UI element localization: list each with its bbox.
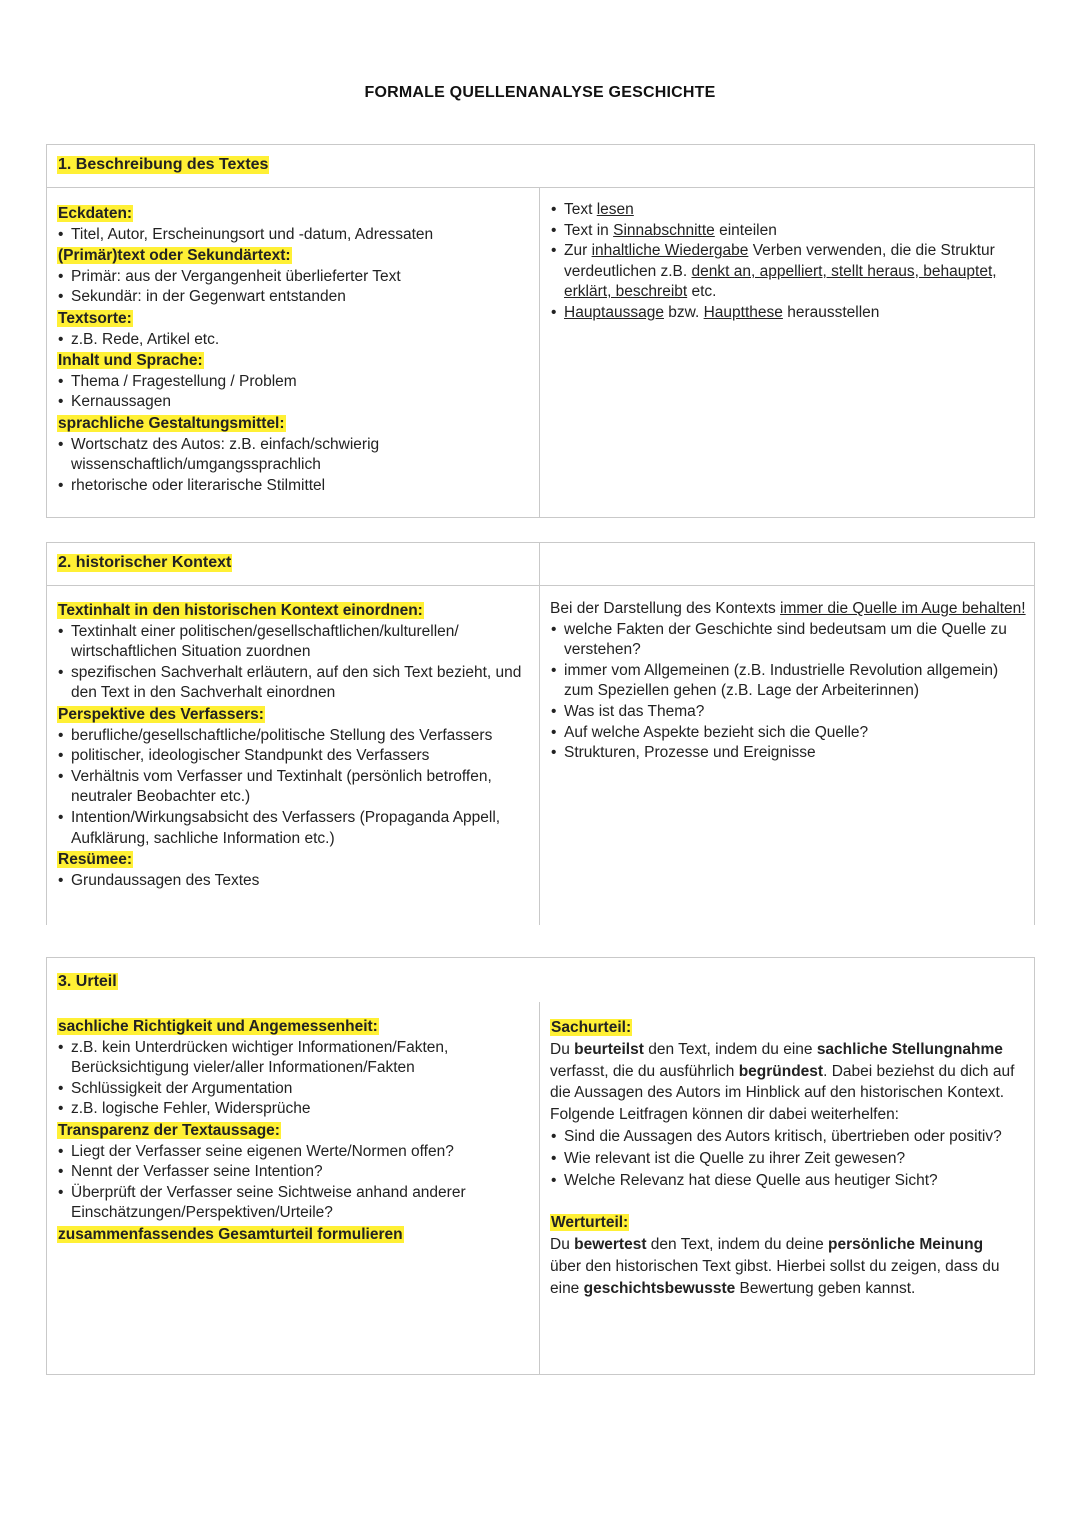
label-transparenz: Transparenz der Textaussage: xyxy=(58,1121,280,1139)
list-item: • Liegt der Verfasser seine eigenen Werte/Normen offen? xyxy=(57,1142,527,1163)
right-column xyxy=(550,200,1028,324)
list-item: • Titel, Autor, Erscheinungsort und -datum, Adressaten xyxy=(57,225,527,246)
list-item: • Was ist das Thema? xyxy=(550,702,1028,723)
list-item: • welche Fakten der Geschichte sind bedeutsam um die Quelle zu verstehen? xyxy=(550,620,1028,661)
list-item: • Hauptaussage bzw. Hauptthese herausstellen xyxy=(550,303,1028,324)
section-beschreibung xyxy=(46,144,1035,518)
werturteil-text: Du bewertest den Text, indem du deine persönliche Meinung über den historischen Text gibst. Hierbei sollst du zeigen, dass du eine geschichtsbewusste Bewertung geben kannst. xyxy=(550,1236,1000,1297)
list-item: • Thema / Fragestellung / Problem xyxy=(57,372,527,393)
list-item: • Text lesen xyxy=(550,200,1028,221)
list-item: • Sind die Aussagen des Autors kritisch, übertrieben oder positiv? xyxy=(550,1126,1028,1148)
label-perspektive: Perspektive des Verfassers: xyxy=(58,705,264,723)
left-column xyxy=(57,600,527,891)
label-gestaltungsmittel: sprachliche Gestaltungsmittel: xyxy=(58,414,285,432)
list-item: • Intention/Wirkungsabsicht des Verfassers (Propaganda Appell, Aufklärung, sachliche Information etc.) xyxy=(57,808,527,849)
list-item: • Nennt der Verfasser seine Intention? xyxy=(57,1162,527,1183)
list-item: • Wie relevant ist die Quelle zu ihrer Zeit gewesen? xyxy=(550,1148,1028,1170)
label-textsorte: Textsorte: xyxy=(58,309,132,327)
list-item: • Wortschatz des Autos: z.B. einfach/schwierig wissenschaftlich/umgangssprachlich xyxy=(57,435,527,476)
list-item: • Auf welche Aspekte bezieht sich die Quelle? xyxy=(550,723,1028,744)
section-header xyxy=(47,145,1034,188)
section-kontext xyxy=(46,542,1035,925)
list-item: • Grundaussagen des Textes xyxy=(57,871,527,892)
label-eckdaten: Eckdaten: xyxy=(58,205,133,222)
list-item: • Text in Sinnabschnitte einteilen xyxy=(550,221,1028,242)
label-inhalt-sprache: Inhalt und Sprache: xyxy=(58,352,203,370)
list-item: • spezifischen Sachverhalt erläutern, auf den sich Text bezieht, und den Text in den Sachverhalt einordnen xyxy=(57,663,527,704)
label-kontext-einordnen: Textinhalt in den historischen Kontext einordnen: xyxy=(58,602,423,619)
context-intro: Bei der Darstellung des Kontexts immer die Quelle im Auge behalten! xyxy=(550,600,1026,617)
label-sachurteil: Sachurteil: xyxy=(551,1019,632,1036)
list-item: • Primär: aus der Vergangenheit überlieferter Text xyxy=(57,267,527,288)
list-item: • Sekundär: in der Gegenwart entstanden xyxy=(57,287,527,308)
list-item: • politischer, ideologischer Standpunkt des Verfassers xyxy=(57,746,527,767)
list-item: • Kernaussagen xyxy=(57,392,527,413)
right-column xyxy=(550,1016,1028,1300)
section-title-wrap xyxy=(57,972,527,993)
list-item: • Zur inhaltliche Wiedergabe Verben verwenden, die die Struktur verdeutlichen z.B. denkt an, appelliert, stellt heraus, behauptet, erklärt, beschreibt etc. xyxy=(550,241,1028,303)
section-title: 3. Urteil xyxy=(58,973,117,990)
page-title: FORMALE QUELLENANALYSE GESCHICHTE xyxy=(364,84,716,101)
label-richtigkeit: sachliche Richtigkeit und Angemessenheit: xyxy=(58,1018,378,1035)
list-item: • berufliche/gesellschaftliche/politische Stellung des Verfassers xyxy=(57,726,527,747)
list-item: • z.B. Rede, Artikel etc. xyxy=(57,330,527,351)
list-item: • Welche Relevanz hat diese Quelle aus heutiger Sicht? xyxy=(550,1170,1028,1192)
list-item: • Überprüft der Verfasser seine Sichtweise anhand anderer Einschätzungen/Perspektiven/Urteile? xyxy=(57,1183,527,1224)
label-primaertext: (Primär)text oder Sekundärtext: xyxy=(58,247,291,265)
section-header xyxy=(47,543,1034,586)
section-title: 1. Beschreibung des Textes xyxy=(58,156,269,173)
right-column xyxy=(550,599,1028,764)
list-item: • Textinhalt einer politischen/gesellschaftlichen/kulturellen/ wirtschaftlichen Situation zuordnen xyxy=(57,622,527,663)
label-gesamturteil: zusammenfassendes Gesamturteil formulieren xyxy=(58,1225,403,1243)
list-item: • Verhältnis vom Verfasser und Textinhalt (persönlich betroffen, neutraler Beobachter etc.) xyxy=(57,767,527,808)
label-werturteil: Werturteil: xyxy=(551,1214,629,1232)
list-item: • z.B. kein Unterdrücken wichtiger Informationen/Fakten, Berücksichtigung vieler/aller Informationen/Fakten xyxy=(57,1038,527,1079)
column-divider xyxy=(539,188,540,517)
left-column xyxy=(57,1016,527,1246)
section-title: 2. historischer Kontext xyxy=(58,554,232,571)
left-column xyxy=(57,203,527,496)
section-urteil xyxy=(46,957,1035,1375)
list-item: • rhetorische oder literarische Stilmittel xyxy=(57,476,527,497)
list-item: • Schlüssigkeit der Argumentation xyxy=(57,1079,527,1100)
column-divider xyxy=(539,1002,540,1374)
sachurteil-text: Du beurteilst den Text, indem du eine sachliche Stellungnahme verfasst, die du ausführlich begründest. Dabei beziehst du dich auf die Aussagen des Autors im Hinblick auf den historischen Kontext. Folgende Leitfragen können dir dabei weiterhelfen: xyxy=(550,1040,1015,1124)
list-item: • immer vom Allgemeinen (z.B. Industrielle Revolution allgemein) zum Speziellen gehen (z.B. Lage der Arbeiterinnen) xyxy=(550,661,1028,702)
label-resuemee: Resümee: xyxy=(58,851,133,869)
list-item: • z.B. logische Fehler, Widersprüche xyxy=(57,1099,527,1120)
list-item: • Strukturen, Prozesse und Ereignisse xyxy=(550,743,1028,764)
column-divider xyxy=(539,543,540,925)
